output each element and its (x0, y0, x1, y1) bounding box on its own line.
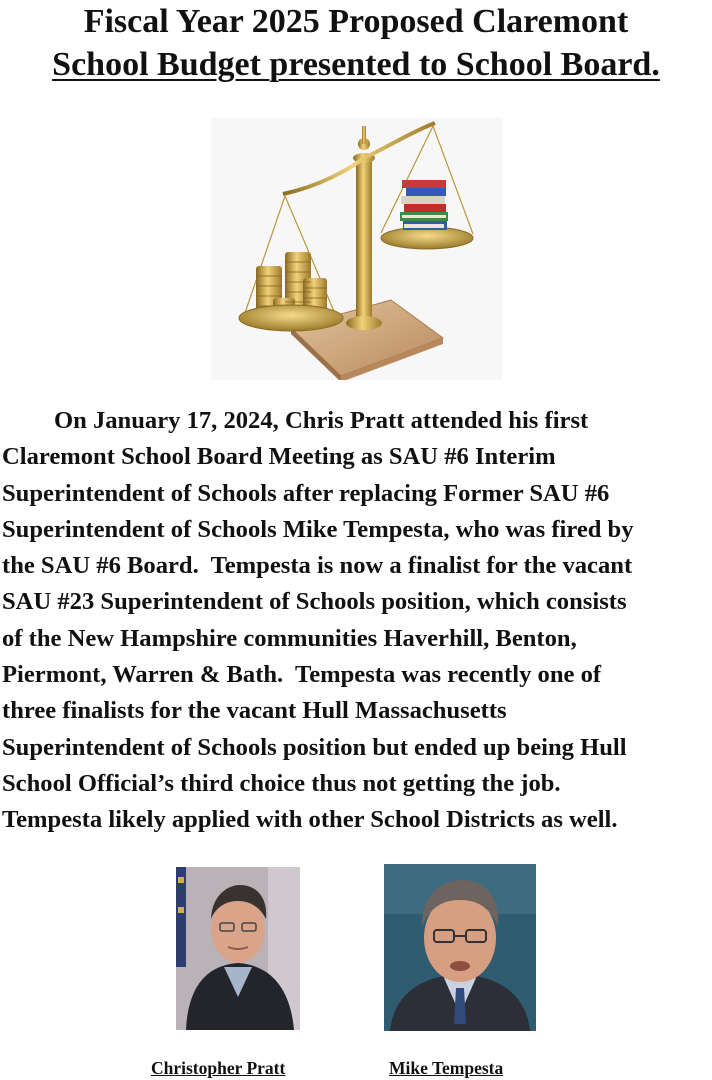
article-line: the SAU #6 Board. Tempesta is now a finalist for the vacant (2, 552, 633, 580)
article-line: three finalists for the vacant Hull Massachusetts (2, 697, 507, 725)
headline-line-2: School Budget presented to School Board. (52, 46, 660, 83)
headline-line-1: Fiscal Year 2025 Proposed Claremont (83, 3, 629, 40)
article-line: Claremont School Board Meeting as SAU #6 Interim (2, 443, 556, 471)
christopher-pratt-photo (176, 867, 300, 1030)
article-line: School Official’s third choice thus not getting the job. (2, 769, 561, 797)
books-icon (400, 180, 448, 230)
portrait-icon (384, 864, 536, 1031)
balance-scale-icon (211, 118, 502, 380)
headline (0, 0, 712, 86)
article-line: Superintendent of Schools position but ended up being Hull (2, 733, 627, 761)
article-line: Superintendent of Schools after replacing Former SAU #6 (2, 479, 610, 507)
caption-christopher-pratt: Christopher Pratt (151, 1058, 286, 1078)
article-line: Piermont, Warren & Bath. Tempesta was recently one of (2, 661, 602, 689)
article-line: Tempesta likely applied with other School Districts as well. (2, 806, 618, 834)
article-body (2, 403, 710, 839)
caption-mike-tempesta: Mike Tempesta (389, 1058, 504, 1078)
article-line: SAU #23 Superintendent of Schools position, which consists (2, 588, 627, 616)
article-line: of the New Hampshire communities Haverhill, Benton, (2, 624, 577, 652)
portrait-icon (176, 867, 300, 1030)
article-line: Superintendent of Schools Mike Tempesta, who was fired by (2, 515, 634, 543)
balance-scale-image (211, 118, 502, 380)
mike-tempesta-photo (384, 864, 536, 1031)
article-line: On January 17, 2024, Chris Pratt attended his first (54, 407, 589, 434)
